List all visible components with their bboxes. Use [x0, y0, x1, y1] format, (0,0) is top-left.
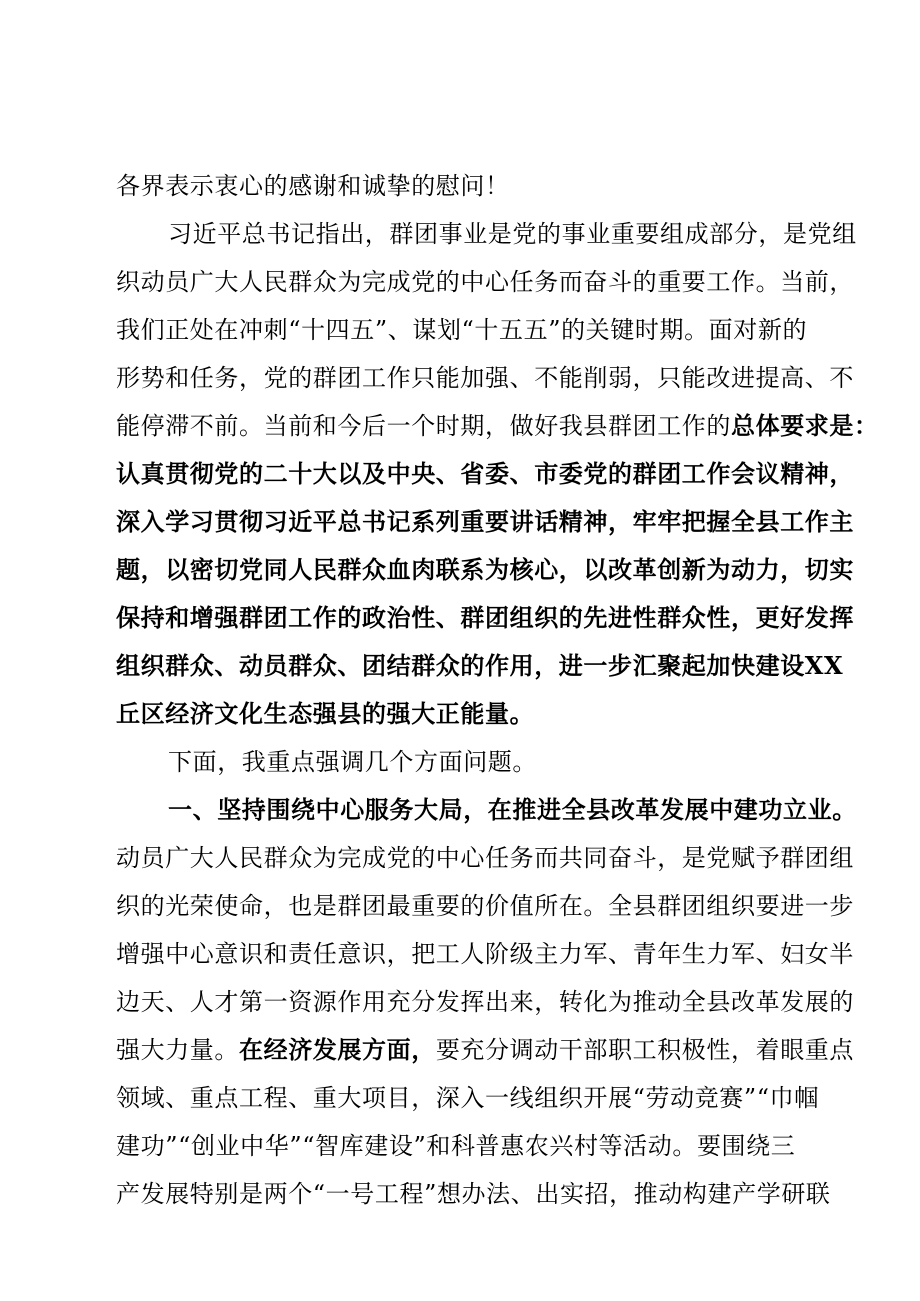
text-run: 领域、重点工程、重大项目，深入一线组织开展“劳动竞赛”“巾帼 — [116, 1084, 819, 1112]
bold-text-line — [116, 642, 844, 690]
text-line — [116, 258, 854, 306]
text-run: 边天、人才第一资源作用充分发挥出来，转化为推动全县改革发展的 — [116, 988, 854, 1016]
text-run: 动员广大人民群众为完成党的中心任务而共同奋斗，是党赋予群团组 — [116, 844, 854, 872]
text-line — [116, 834, 854, 882]
text-line — [116, 354, 854, 402]
text-line — [116, 882, 854, 930]
bold-text-line — [116, 498, 854, 546]
paragraph-start-line — [116, 738, 816, 786]
text-run: 织动员广大人民群众为完成党的中心任务而奋斗的重要工作。当前， — [116, 268, 854, 296]
text-run: 各界表示衷心的感谢和诚挚的慰问！ — [116, 172, 510, 200]
bold-text-run: 在经济发展方面， — [239, 1035, 436, 1064]
text-run: 增强中心意识和责任意识，把工人阶级主力军、青年生力军、妇女半 — [116, 940, 854, 968]
text-run: 要充分调动干部职工积极性，着眼重点 — [435, 1036, 855, 1064]
bold-text-run: 组织群众、动员群众、团结群众的作用，进一步汇聚起加快建设XX — [116, 651, 844, 680]
text-run: 强大力量。 — [116, 1036, 239, 1064]
text-line — [116, 402, 879, 450]
text-line — [116, 1074, 819, 1122]
text-line — [116, 306, 816, 354]
text-run: 下面，我重点强调几个方面问题。 — [168, 748, 537, 776]
bold-text-run: 深入学习贯彻习近平总书记系列重要讲话精神，牢牢把握全县工作主 — [116, 507, 854, 536]
bold-text-run: 一、坚持围绕中心服务大局，在推进全县改革发展中建功立业。 — [168, 795, 857, 824]
text-line-1 — [116, 162, 816, 210]
text-run: 产发展特别是两个“一号工程”想办法、出实招，推动构建产学研联 — [116, 1180, 831, 1208]
text-run: 我们正处在冲刺“十四五”、谋划“十五五”的关键时期。面对新的 — [116, 316, 808, 344]
bold-text-run: 保持和增强群团工作的政治性、群团组织的先进性群众性，更好发挥 — [116, 603, 854, 632]
text-run: 建功”“创业中华”“智库建设”和科普惠农兴村等活动。要围绕三 — [116, 1132, 796, 1160]
document-page — [116, 162, 879, 1218]
bold-text-line — [116, 450, 854, 498]
bold-text-line — [116, 594, 854, 642]
bold-text-run: 丘区经济文化生态强县的强大正能量。 — [116, 699, 535, 728]
text-line — [116, 1122, 816, 1170]
text-run: 形势和任务，党的群团工作只能加强、不能削弱，只能改进提高、不 — [116, 364, 854, 392]
text-run: 习近平总书记指出，群团事业是党的事业重要组成部分，是党组 — [168, 220, 857, 248]
bold-text-run: 认真贯彻党的二十大以及中央、省委、市委党的群团工作会议精神， — [116, 459, 854, 488]
text-run: 织的光荣使命，也是群团最重要的价值所在。全县群团组织要进一步 — [116, 892, 854, 920]
section-heading — [116, 786, 857, 834]
text-line — [116, 1170, 831, 1218]
text-line — [116, 978, 854, 1026]
paragraph-start-line — [116, 210, 857, 258]
bold-text-run: 题，以密切党同人民群众血肉联系为核心，以改革创新为动力，切实 — [116, 555, 854, 584]
bold-text-line — [116, 546, 854, 594]
bold-text-run: 总体要求是： — [731, 411, 879, 440]
text-run: 能停滞不前。当前和今后一个时期，做好我县群团工作的 — [116, 412, 731, 440]
bold-text-line — [116, 690, 816, 738]
text-line — [116, 930, 854, 978]
text-line — [116, 1026, 855, 1074]
